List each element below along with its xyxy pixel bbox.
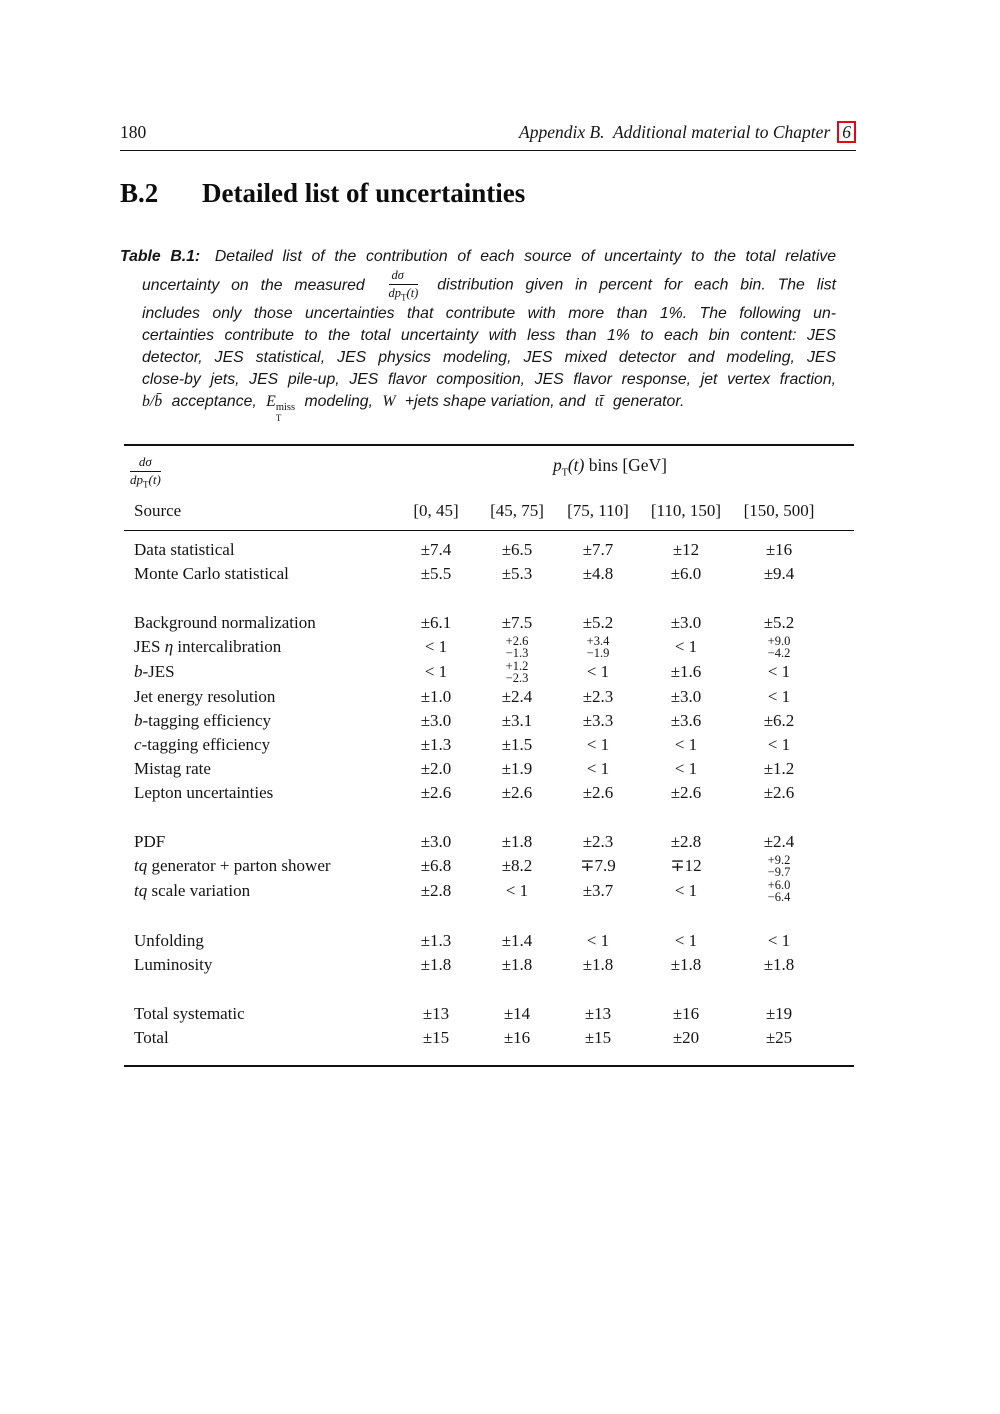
table-row — [124, 1002, 854, 1026]
row-label: Background normalization — [134, 612, 316, 632]
table-cell: ±2.6 — [670, 782, 702, 802]
table-cell: ±5.3 — [501, 563, 533, 583]
spacer-cell — [124, 805, 854, 830]
table-cell — [478, 635, 556, 660]
table-cell: ±15 — [584, 1027, 612, 1047]
table-cell: < 1 — [674, 758, 698, 778]
table-cell — [732, 879, 826, 904]
column-header-bin3: [75, 110] — [556, 501, 640, 531]
table-cell: ±13 — [422, 1003, 450, 1023]
table-row — [124, 879, 854, 904]
column-header-bin5: [150, 500] — [732, 501, 826, 531]
table-cell: < 1 — [674, 734, 698, 754]
caption-text: +jets shape variation, and — [404, 392, 586, 410]
dsigma-dpt-fraction — [389, 268, 419, 302]
uncertainties-table — [120, 444, 856, 1067]
table-cell: ±20 — [672, 1027, 700, 1047]
row-label: Data statistical — [134, 539, 235, 559]
table-cell: < 1 — [586, 930, 610, 950]
table-row — [124, 757, 854, 781]
caption-text: distribution given in percent for each bin. The list — [437, 276, 836, 294]
row-label: Jet energy resolution — [134, 686, 276, 706]
section-heading — [120, 178, 856, 209]
filler-cell — [826, 685, 854, 709]
row-label: JES η intercalibration — [134, 637, 282, 657]
table-cell: ±2.6 — [763, 782, 795, 802]
table-cell — [478, 660, 556, 685]
table-row — [124, 1026, 854, 1050]
dsigma-dpt-fraction: $\frac{d\sigma}{dp_T(t)}$ — [130, 453, 161, 490]
table-cell: ±2.3 — [582, 831, 614, 851]
table-row — [124, 709, 854, 733]
table-cell: ±5.2 — [582, 612, 614, 632]
spacer-row — [124, 586, 854, 611]
table-b1 — [124, 444, 854, 1067]
table-cell: ±16 — [503, 1027, 531, 1047]
filler-cell — [826, 757, 854, 781]
table-cell: ±2.6 — [582, 782, 614, 802]
w-symbol: W — [382, 392, 396, 410]
filler-cell — [826, 1026, 854, 1050]
table-cell: ∓7.9 — [580, 856, 616, 876]
table-cell: < 1 — [586, 662, 610, 682]
row-label: Total systematic — [134, 1003, 245, 1023]
row-label: Mistag rate — [134, 758, 211, 778]
asymmetric-uncertainty: +3.4 −1.9 — [586, 633, 610, 661]
filler-cell — [826, 953, 854, 977]
table-row — [124, 562, 854, 586]
spacer-cell — [124, 1050, 854, 1066]
table-cell: ±7.4 — [420, 539, 452, 559]
etmiss-symbol: E miss T — [266, 392, 296, 423]
caption-text: generator. — [612, 392, 685, 410]
table-cell: ±3.0 — [420, 710, 452, 730]
table-cell: ±1.5 — [501, 734, 533, 754]
table-cell: ±1.8 — [582, 954, 614, 974]
table-cell: ±6.1 — [420, 612, 452, 632]
filler-cell — [826, 879, 854, 904]
table-cell: < 1 — [767, 734, 791, 754]
table-cell: < 1 — [767, 930, 791, 950]
table-cell: < 1 — [674, 637, 698, 657]
table-cell: ±16 — [672, 1003, 700, 1023]
row-label: Total — [134, 1027, 169, 1047]
table-cell: ±25 — [765, 1027, 793, 1047]
row-label: Unfolding — [134, 930, 204, 950]
table-cell: ±15 — [422, 1027, 450, 1047]
table-cell: ±5.2 — [763, 612, 795, 632]
table-cell: ±1.8 — [420, 954, 452, 974]
pt-bins-title: $p_T(t)$ bins [GeV] — [553, 454, 668, 479]
table-cell: ±3.1 — [501, 710, 533, 730]
filler-cell — [826, 1002, 854, 1026]
table-row — [124, 953, 854, 977]
table-cell: ±13 — [584, 1003, 612, 1023]
table-cell: ±1.0 — [420, 686, 452, 706]
table-cell: < 1 — [586, 734, 610, 754]
page-number: 180 — [120, 122, 147, 142]
filler-cell — [826, 830, 854, 854]
table-cell: ±1.8 — [763, 954, 795, 974]
table-cell: ±1.2 — [763, 758, 795, 778]
document-page — [120, 121, 856, 1067]
running-header — [120, 121, 856, 143]
etmiss-superscript: miss — [275, 401, 296, 413]
b-bbar-symbol: b/b̄ — [142, 392, 163, 410]
table-bins-header-row — [124, 445, 854, 501]
table-cell: ±1.6 — [670, 662, 702, 682]
table-cell: ±2.4 — [763, 831, 795, 851]
table-cell: ±1.3 — [420, 734, 452, 754]
row-label: c-tagging efficiency — [134, 734, 271, 754]
asymmetric-uncertainty: +6.0 −6.4 — [767, 877, 791, 905]
table-cell: ±6.8 — [420, 856, 452, 876]
table-cell: ±6.5 — [501, 539, 533, 559]
caption-label: Table B.1: — [120, 248, 201, 266]
table-cell: < 1 — [586, 758, 610, 778]
spacer-cell — [124, 586, 854, 611]
spacer-cell — [124, 977, 854, 1002]
asymmetric-uncertainty: +9.0 −4.2 — [767, 633, 791, 661]
filler-cell — [826, 445, 854, 501]
running-title — [519, 121, 856, 143]
spacer-row — [124, 977, 854, 1002]
table-cell: ±12 — [672, 539, 700, 559]
table-cell: ±1.8 — [501, 954, 533, 974]
row-label: Luminosity — [134, 954, 213, 974]
filler-cell — [826, 929, 854, 953]
asymmetric-uncertainty: +9.2 −9.7 — [767, 852, 791, 880]
caption-text: modeling, — [304, 392, 373, 410]
table-cell: ±3.0 — [670, 612, 702, 632]
filler-cell — [826, 562, 854, 586]
column-header-source: Source — [124, 501, 394, 531]
table-cell: ±1.3 — [420, 930, 452, 950]
spacer-row — [124, 904, 854, 929]
column-header-bin4: [110, 150] — [640, 501, 732, 531]
table-cell: ±3.0 — [420, 831, 452, 851]
table-body — [124, 530, 854, 1066]
column-header-bin1: [0, 45] — [394, 501, 478, 531]
filler-cell — [826, 709, 854, 733]
row-label: Lepton uncertainties — [134, 782, 274, 802]
table-cell: ±19 — [765, 1003, 793, 1023]
table-cell: ±2.8 — [670, 831, 702, 851]
chapter-link[interactable]: 6 — [837, 121, 856, 143]
table-row — [124, 611, 854, 635]
table-cell: ±7.7 — [582, 539, 614, 559]
table-cell: ±1.9 — [501, 758, 533, 778]
row-label: tq generator + parton shower — [134, 856, 331, 876]
filler-cell — [826, 611, 854, 635]
table-cell: ±7.5 — [501, 612, 533, 632]
caption-text: Detailed list of the contribution of each source of uncertainty to the total relative — [214, 248, 837, 266]
table-cell: ±2.4 — [501, 686, 533, 706]
table-cell: ±1.8 — [501, 831, 533, 851]
row-label: tq scale variation — [134, 881, 251, 901]
filler-cell — [826, 635, 854, 660]
caption-line-1 — [120, 246, 836, 268]
table-cell: ±14 — [503, 1003, 531, 1023]
table-cell: ±2.6 — [420, 782, 452, 802]
table-cell: ±4.8 — [582, 563, 614, 583]
caption-line-5: detector, JES statistical, JES physics modeling, JES mixed detector and modeling, JES — [142, 348, 836, 366]
table-row — [124, 854, 854, 879]
table-cell: ±2.3 — [582, 686, 614, 706]
table-row — [124, 685, 854, 709]
filler-cell — [826, 733, 854, 757]
table-cell: ±16 — [765, 539, 793, 559]
asymmetric-uncertainty: +1.2 −2.3 — [505, 658, 529, 686]
table-cell — [732, 635, 826, 660]
table-cell: ±2.8 — [420, 881, 452, 901]
table-row — [124, 635, 854, 660]
ttbar-symbol: tt̄ — [594, 392, 604, 410]
caption-line-4: certainties contribute to the total uncertainty with less than 1% to each bin content: JES — [142, 326, 836, 344]
section-number: B.2 — [120, 178, 159, 209]
filler-cell — [826, 854, 854, 879]
table-cell: ±2.0 — [420, 758, 452, 778]
table-cell: ∓12 — [670, 856, 702, 876]
table-cell — [732, 854, 826, 879]
section-title: Detailed list of uncertainties — [202, 178, 526, 209]
table-row — [124, 830, 854, 854]
running-title-text: Appendix B. Additional material to Chapter — [519, 122, 831, 142]
table-cell: ±6.2 — [763, 710, 795, 730]
table-cell: ±1.4 — [501, 930, 533, 950]
table-cell: ±3.7 — [582, 881, 614, 901]
column-header-bin2: [45, 75] — [478, 501, 556, 531]
table-row — [124, 530, 854, 562]
row-label: Monte Carlo statistical — [134, 563, 289, 583]
filler-cell — [826, 530, 854, 562]
fraction-numerator: dσ — [389, 268, 419, 284]
table-caption — [120, 246, 836, 422]
header-rule — [120, 150, 856, 151]
etmiss-subscript: T — [275, 412, 282, 423]
filler-cell — [826, 660, 854, 685]
table-cell: ±3.0 — [670, 686, 702, 706]
asymmetric-uncertainty: +2.6 −1.3 — [505, 633, 529, 661]
table-cell: ±6.0 — [670, 563, 702, 583]
caption-text: uncertainty on the measured — [142, 276, 365, 294]
row-label: PDF — [134, 831, 166, 851]
table-cell: ±3.3 — [582, 710, 614, 730]
fraction-denominator: $dp_T(t)$ — [388, 285, 419, 303]
table-bottom-padding — [124, 1050, 854, 1066]
table-row — [124, 781, 854, 805]
caption-line-7 — [120, 391, 836, 423]
caption-text: acceptance, — [171, 392, 257, 410]
caption-line-3: includes only those uncertainties that contribute with more than 1%. The following un- — [142, 304, 836, 322]
table-column-header-row — [124, 501, 854, 531]
spacer-cell — [124, 904, 854, 929]
table-cell: ±3.6 — [670, 710, 702, 730]
row-label: b-tagging efficiency — [134, 710, 272, 730]
filler-cell — [826, 501, 854, 531]
table-row — [124, 733, 854, 757]
filler-cell — [826, 781, 854, 805]
table-cell: < 1 — [767, 686, 791, 706]
table-cell: < 1 — [505, 881, 529, 901]
table-cell: < 1 — [767, 662, 791, 682]
table-cell: < 1 — [424, 662, 448, 682]
table-cell: < 1 — [424, 637, 448, 657]
table-cell: < 1 — [674, 881, 698, 901]
table-cell: ±2.6 — [501, 782, 533, 802]
spacer-row — [124, 805, 854, 830]
corner-fraction-cell — [124, 445, 394, 501]
table-cell: ±5.5 — [420, 563, 452, 583]
caption-line-6: close-by jets, JES pile-up, JES flavor composition, JES flavor response, jet vertex fraction, — [142, 370, 836, 388]
table-cell: < 1 — [674, 930, 698, 950]
table-row — [124, 660, 854, 685]
table-cell: ±9.4 — [763, 563, 795, 583]
table-cell: ±8.2 — [501, 856, 533, 876]
table-cell: ±1.8 — [670, 954, 702, 974]
table-cell — [556, 635, 640, 660]
caption-line-2 — [120, 268, 836, 302]
table-row — [124, 929, 854, 953]
row-label: b-JES — [134, 662, 175, 682]
